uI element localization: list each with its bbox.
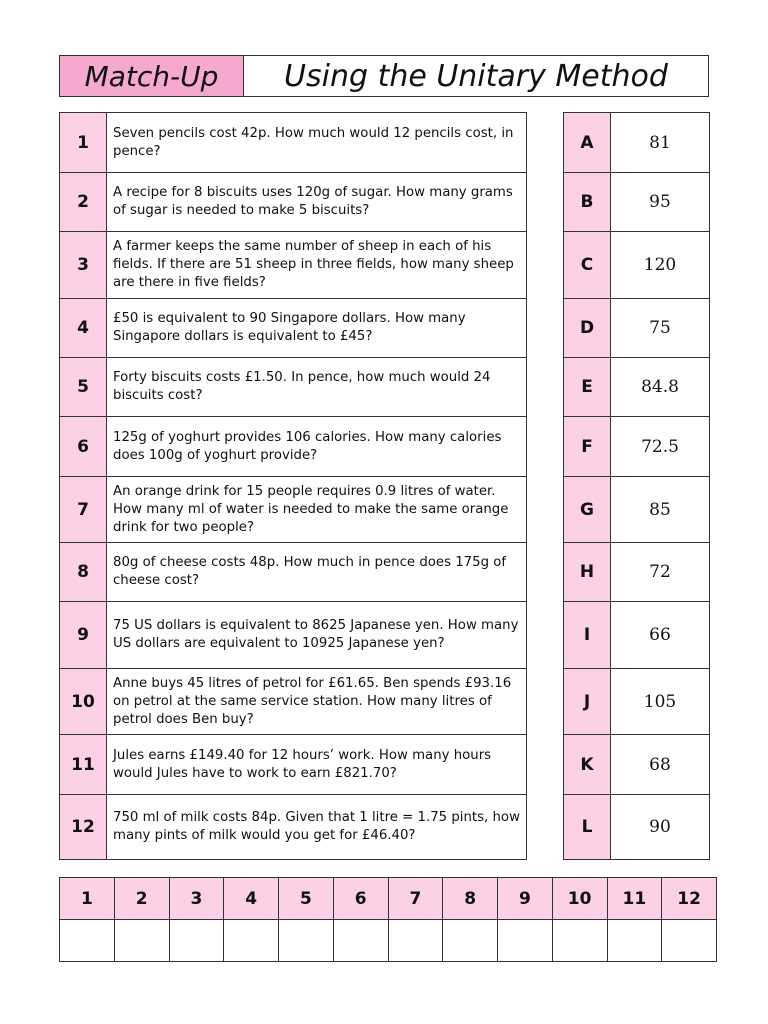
question-row <box>60 602 527 669</box>
question-row <box>60 299 527 358</box>
answer-value: 90 <box>611 795 710 860</box>
answer-letter: D <box>564 299 611 358</box>
answer-letter: L <box>564 795 611 860</box>
grid-question-number: 12 <box>662 878 717 920</box>
answer-letter: K <box>564 735 611 795</box>
questions-table <box>59 112 527 860</box>
answer-value: 72.5 <box>611 417 710 477</box>
question-row <box>60 543 527 602</box>
question-number: 4 <box>60 299 107 358</box>
grid-answer-cell[interactable] <box>662 920 717 962</box>
question-row <box>60 173 527 232</box>
answers-table <box>563 112 710 860</box>
answer-row <box>564 669 710 735</box>
question-text: Anne buys 45 litres of petrol for £61.65. Ben spends £93.16 on petrol at the same service station. How many litres of petrol does Ben buy? <box>107 669 527 735</box>
grid-question-number: 11 <box>607 878 662 920</box>
question-row <box>60 358 527 417</box>
answer-row <box>564 543 710 602</box>
question-number: 2 <box>60 173 107 232</box>
grid-header-row <box>60 878 717 920</box>
grid-question-number: 9 <box>498 878 553 920</box>
question-number: 1 <box>60 113 107 173</box>
answer-value: 72 <box>611 543 710 602</box>
answer-letter: J <box>564 669 611 735</box>
question-number: 3 <box>60 232 107 299</box>
grid-question-number: 3 <box>169 878 224 920</box>
answer-row <box>564 358 710 417</box>
worksheet-header <box>59 55 709 97</box>
answer-letter: G <box>564 477 611 543</box>
answer-row <box>564 173 710 232</box>
answer-row <box>564 299 710 358</box>
header-tag: Match-Up <box>60 56 244 96</box>
answer-value: 84.8 <box>611 358 710 417</box>
answer-letter: F <box>564 417 611 477</box>
question-number: 11 <box>60 735 107 795</box>
answer-value: 105 <box>611 669 710 735</box>
question-number: 8 <box>60 543 107 602</box>
grid-question-number: 5 <box>279 878 334 920</box>
answer-letter: B <box>564 173 611 232</box>
grid-answer-cell[interactable] <box>443 920 498 962</box>
grid-answer-cell[interactable] <box>388 920 443 962</box>
question-number: 6 <box>60 417 107 477</box>
answer-row <box>564 113 710 173</box>
question-text: A farmer keeps the same number of sheep in each of his fields. If there are 51 sheep in three fields, how many sheep are there in five fields? <box>107 232 527 299</box>
question-text: Jules earns £149.40 for 12 hours’ work. How many hours would Jules have to work to earn £821.70? <box>107 735 527 795</box>
answer-row <box>564 477 710 543</box>
question-text: A recipe for 8 biscuits uses 120g of sugar. How many grams of sugar is needed to make 5 biscuits? <box>107 173 527 232</box>
answer-value: 66 <box>611 602 710 669</box>
answer-row <box>564 795 710 860</box>
question-text: 750 ml of milk costs 84p. Given that 1 litre = 1.75 pints, how many pints of milk would you get for £46.40? <box>107 795 527 860</box>
grid-question-number: 10 <box>552 878 607 920</box>
answer-row <box>564 417 710 477</box>
answer-value: 95 <box>611 173 710 232</box>
answer-row <box>564 602 710 669</box>
answer-letter: I <box>564 602 611 669</box>
answer-grid <box>59 877 717 962</box>
answer-value: 120 <box>611 232 710 299</box>
answer-value: 68 <box>611 735 710 795</box>
answer-row <box>564 232 710 299</box>
question-text: 75 US dollars is equivalent to 8625 Japanese yen. How many US dollars are equivalent to 10925 Japanese yen? <box>107 602 527 669</box>
question-text: 80g of cheese costs 48p. How much in pence does 175g of cheese cost? <box>107 543 527 602</box>
question-text: Forty biscuits costs £1.50. In pence, how much would 24 biscuits cost? <box>107 358 527 417</box>
answer-row <box>564 735 710 795</box>
question-text: An orange drink for 15 people requires 0.9 litres of water. How many ml of water is needed to make the same orange drink for two people? <box>107 477 527 543</box>
question-text: Seven pencils cost 42p. How much would 12 pencils cost, in pence? <box>107 113 527 173</box>
grid-answer-row <box>60 920 717 962</box>
question-text: 125g of yoghurt provides 106 calories. How many calories does 100g of yoghurt provide? <box>107 417 527 477</box>
question-number: 12 <box>60 795 107 860</box>
question-row <box>60 795 527 860</box>
grid-answer-cell[interactable] <box>498 920 553 962</box>
grid-answer-cell[interactable] <box>279 920 334 962</box>
question-row <box>60 669 527 735</box>
grid-answer-cell[interactable] <box>333 920 388 962</box>
grid-answer-cell[interactable] <box>60 920 115 962</box>
question-number: 5 <box>60 358 107 417</box>
question-row <box>60 417 527 477</box>
answer-letter: A <box>564 113 611 173</box>
question-text: £50 is equivalent to 90 Singapore dollars. How many Singapore dollars is equivalent to £45? <box>107 299 527 358</box>
question-row <box>60 113 527 173</box>
grid-question-number: 4 <box>224 878 279 920</box>
answer-letter: E <box>564 358 611 417</box>
grid-question-number: 7 <box>388 878 443 920</box>
page-title: Using the Unitary Method <box>284 58 668 94</box>
answer-value: 81 <box>611 113 710 173</box>
grid-answer-cell[interactable] <box>552 920 607 962</box>
question-number: 7 <box>60 477 107 543</box>
answer-value: 85 <box>611 477 710 543</box>
grid-question-number: 1 <box>60 878 115 920</box>
grid-question-number: 8 <box>443 878 498 920</box>
grid-answer-cell[interactable] <box>224 920 279 962</box>
question-row <box>60 232 527 299</box>
question-number: 10 <box>60 669 107 735</box>
question-row <box>60 477 527 543</box>
question-row <box>60 735 527 795</box>
answer-letter: H <box>564 543 611 602</box>
grid-question-number: 2 <box>114 878 169 920</box>
answer-value: 75 <box>611 299 710 358</box>
grid-answer-cell[interactable] <box>169 920 224 962</box>
grid-question-number: 6 <box>333 878 388 920</box>
question-number: 9 <box>60 602 107 669</box>
grid-answer-cell[interactable] <box>607 920 662 962</box>
grid-answer-cell[interactable] <box>114 920 169 962</box>
answer-letter: C <box>564 232 611 299</box>
